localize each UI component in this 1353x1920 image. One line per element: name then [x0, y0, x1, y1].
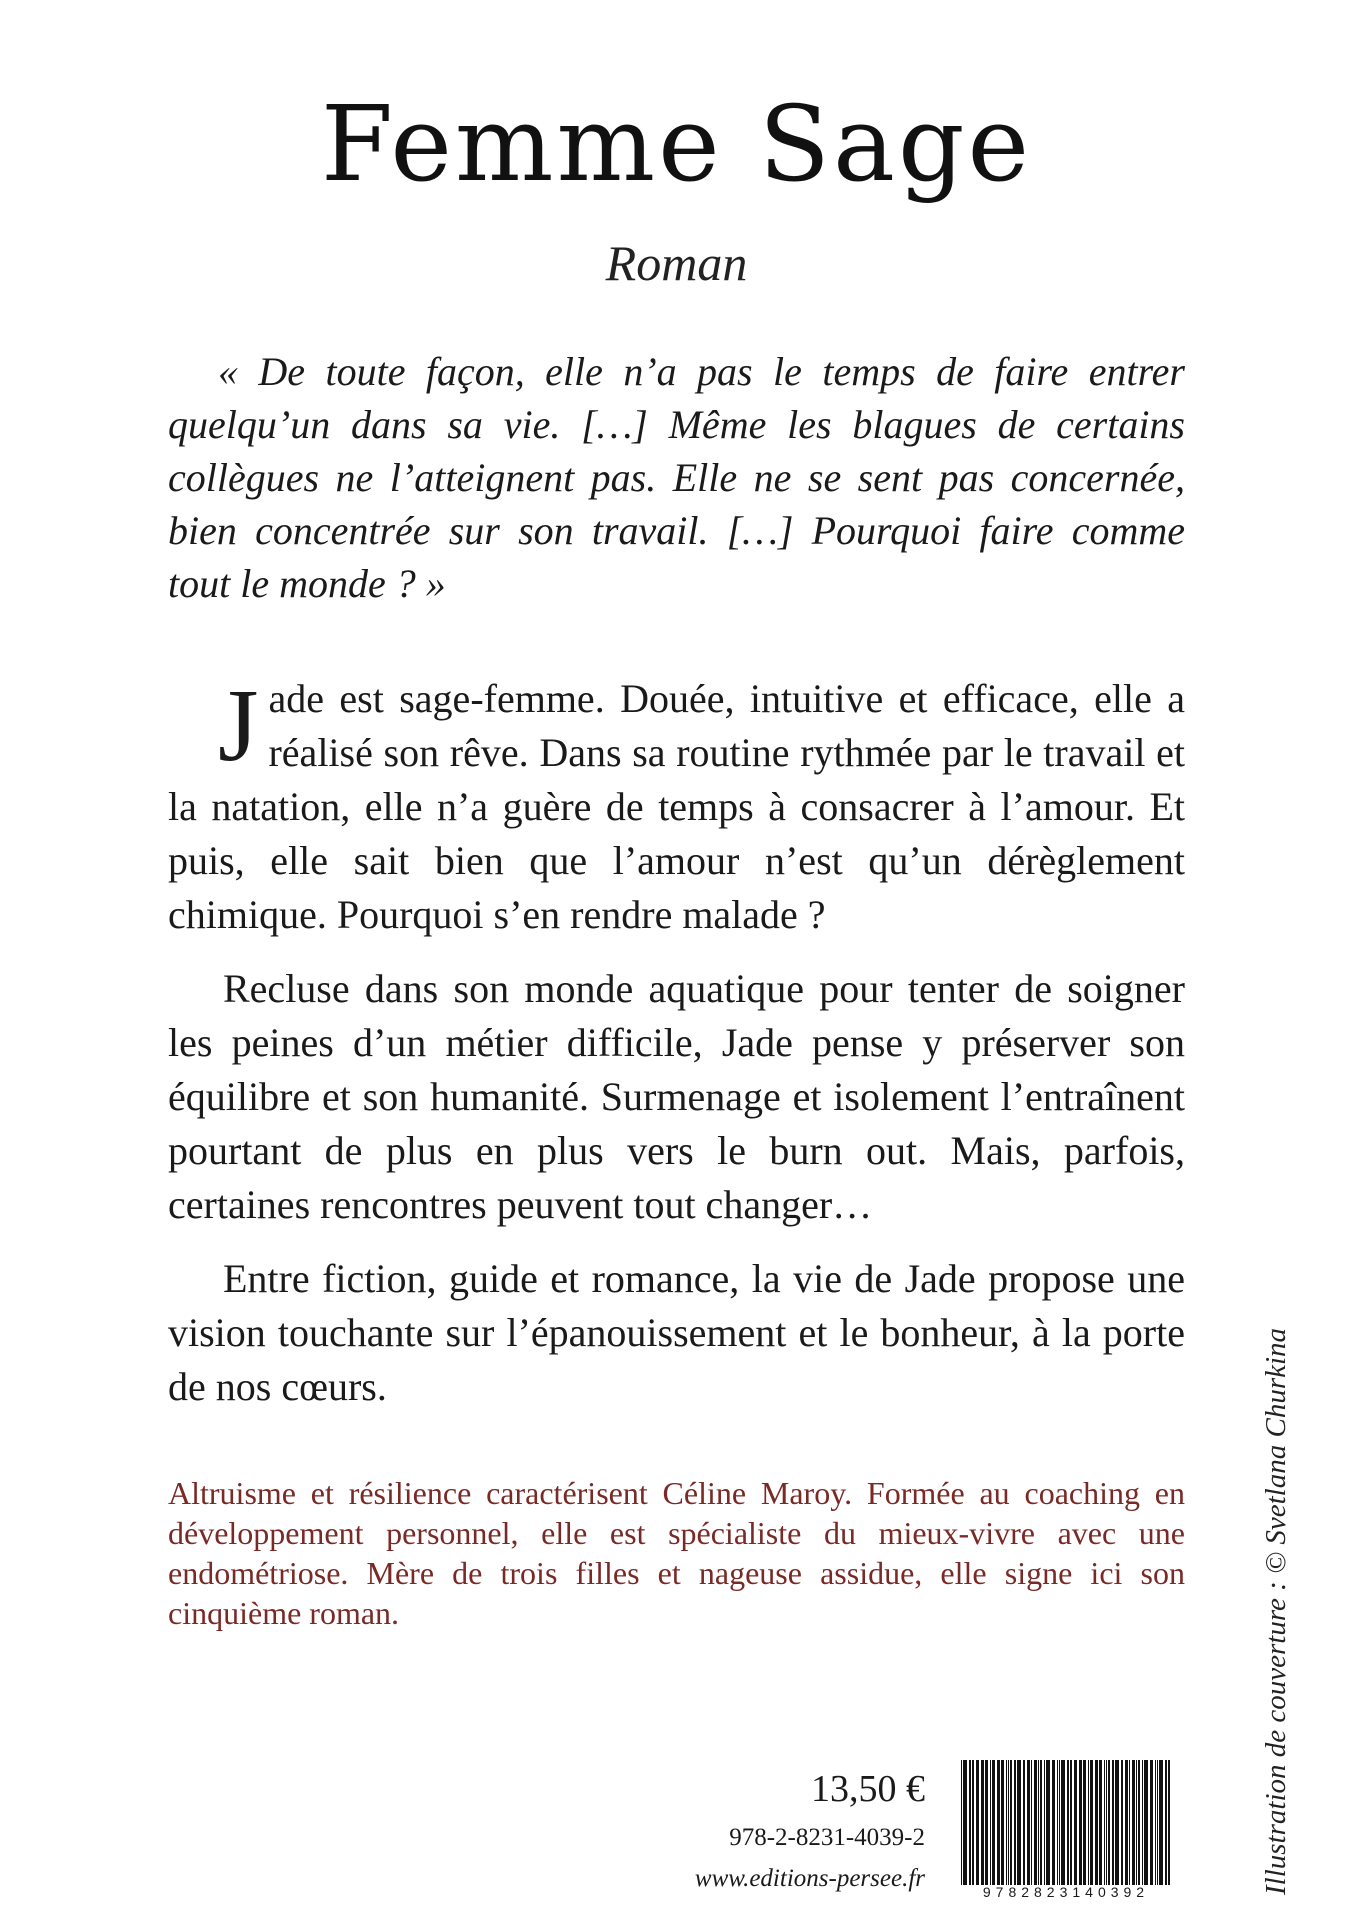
cover-illustration-credit: Illustration de couverture : © Svetlana Churkina: [1260, 1327, 1292, 1895]
price: 13,50 €: [811, 1768, 925, 1810]
author-bio: Altruisme et résilience caractérisent Céline Maroy. Formée au coaching en développement personnel, elle est spécialiste du mieux-vivre avec une endométriose. Mère de trois filles et nageuse assidue, elle signe ici son cinquième roman.: [168, 1475, 1185, 1631]
publisher-website: www.editions-persee.fr: [694, 1865, 925, 1892]
isbn: 978-2-8231-4039-2: [729, 1824, 925, 1851]
synopsis-paragraph-2: Recluse dans son monde aquatique pour tenter de soigner les peines d’un métier difficile, Jade pense y préserver son équilibre et son humanité. Surmenage et isolement l’entraînent pourtant de plus en plus vers le burn out. Mais, parfois, certaines rencontres peuvent tout changer…: [168, 966, 1185, 1227]
excerpt-quote: « De toute façon, elle n’a pas le temps de faire entrer quelqu’un dans sa vie. […] Même les blagues de certains collègues ne l’atteignent pas. Elle ne se sent pas concernée, bien concentrée sur son travail. […] Pourquoi faire comme tout le monde ? »: [168, 349, 1185, 606]
book-genre: Roman: [605, 235, 748, 291]
isbn-barcode: [955, 1760, 1177, 1898]
barcode-digits: 9782823140392: [955, 1885, 1177, 1899]
barcode-bars: [955, 1760, 1177, 1888]
synopsis-paragraph-1: [168, 668, 1185, 942]
synopsis: [168, 668, 1185, 1434]
drop-cap: J: [218, 668, 259, 783]
synopsis-paragraph-3: Entre fiction, guide et romance, la vie de Jade propose une vision touchante sur l’épanouissement et le bonheur, à la porte de nos cœurs.: [168, 1256, 1185, 1409]
synopsis-paragraph-1-text: ade est sage-femme. Douée, intuitive et efficace, elle a réalisé son rêve. Dans sa routine rythmée par le travail et la natation, elle n’a guère de temps à consacrer à l’amour. Et puis, elle sait bien que l’amour n’est qu’un dérèglement chimique. Pourquoi s’en rendre malade ?: [168, 676, 1185, 937]
book-title: Femme Sage: [320, 83, 1033, 205]
